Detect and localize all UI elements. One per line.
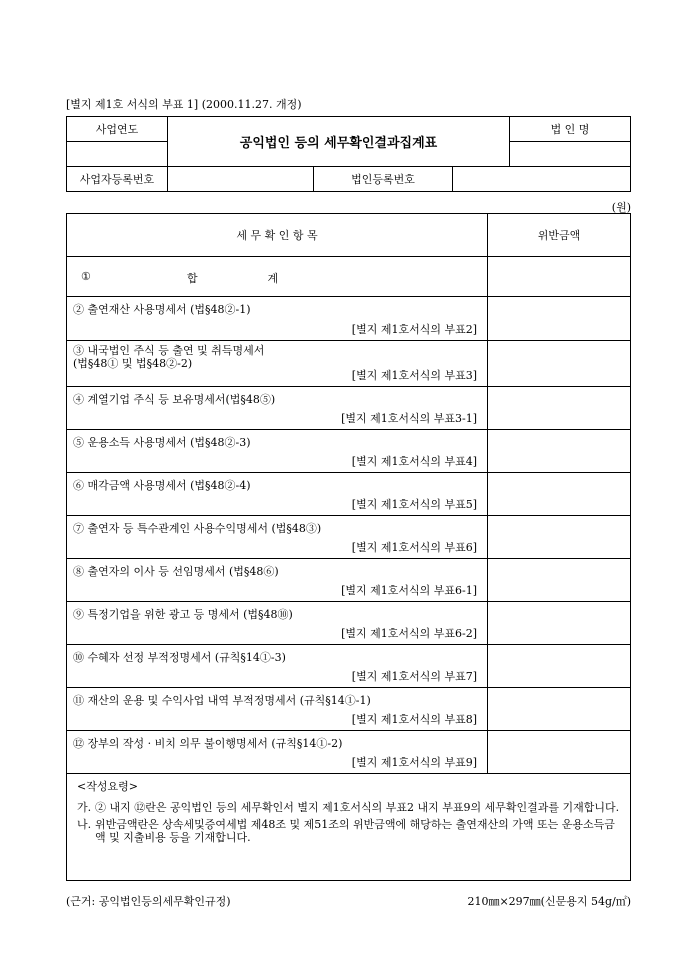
item-cell: [67, 297, 488, 341]
amount-cell[interactable]: [488, 645, 631, 688]
amount-cell[interactable]: [488, 297, 631, 341]
table-row: [67, 430, 631, 473]
amount-cell[interactable]: [488, 731, 631, 774]
amount-cell[interactable]: [488, 430, 631, 473]
unit-label: (원): [611, 201, 631, 214]
item-name: ⑦ 출연자 등 특수관계인 사용수익명세서 (법§48③): [73, 522, 322, 535]
note-text: ② 내지 ⑫란은 공익법인 등의 세무확인서 별지 제1호서식의 부표2 내지 부표9의 세무확인결과를 기재합니다.: [95, 801, 620, 814]
item-name: ⑥ 매각금액 사용명세서 (법§48②-4): [73, 479, 251, 492]
item-ref: [별지 제1호서식의 부표9]: [351, 756, 477, 769]
item-cell: [67, 473, 488, 516]
biz-reg-no-value[interactable]: [168, 167, 314, 192]
item-cell: [67, 602, 488, 645]
table-row: [67, 341, 631, 387]
amount-cell[interactable]: [488, 559, 631, 602]
item-ref: [별지 제1호서식의 부표2]: [351, 323, 477, 336]
footer-paper-size: 210㎜×297㎜(신문용지 54g/㎡): [467, 895, 631, 908]
item-ref: [별지 제1호서식의 부표6-2]: [341, 627, 477, 640]
notes-title: <작성요령>: [77, 780, 138, 793]
item-cell: [67, 559, 488, 602]
table-row: [67, 645, 631, 688]
total-text: 합 계: [187, 272, 279, 285]
item-name: ⑧ 출연자의 이사 등 선임명세서 (법§48⑥): [73, 565, 279, 578]
item-ref: [별지 제1호서식의 부표5]: [351, 498, 477, 511]
note-mark: 가.: [77, 801, 92, 814]
table-row: [67, 688, 631, 731]
item-name: ③ 내국법인 주식 등 출연 및 취득명세서 (법§48① 및 법§48②-2): [73, 344, 265, 370]
item-name: ⑩ 수혜자 선정 부적정명세서 (규칙§14①-3): [73, 651, 286, 664]
item-name: ⑨ 특정기업을 위한 광고 등 명세서 (법§48⑩): [73, 608, 293, 621]
note-text: 위반금액란은 상속세및증여세법 제48조 및 제51조의 위반금액에 해당하는 출연재산의 가액 또는 운용소득금액 및 지출비용 등을 기재합니다.: [95, 818, 615, 844]
corp-name-value[interactable]: [510, 142, 631, 167]
col-header-amount: 위반금액: [488, 214, 631, 257]
item-cell: [67, 645, 488, 688]
amount-cell[interactable]: [488, 341, 631, 387]
business-year-label: 사업연도: [67, 117, 168, 142]
notes-section: [67, 774, 631, 881]
amount-cell[interactable]: [488, 688, 631, 731]
item-ref: [별지 제1호서식의 부표8]: [351, 713, 477, 726]
table-row: [67, 731, 631, 774]
item-ref: [별지 제1호서식의 부표6-1]: [341, 584, 477, 597]
item-cell: [67, 341, 488, 387]
item-ref: [별지 제1호서식의 부표7]: [351, 670, 477, 683]
item-name: ⑪ 재산의 운용 및 수익사업 내역 부적정명세서 (규칙§14①-1): [73, 694, 371, 707]
amount-cell[interactable]: [488, 516, 631, 559]
corp-reg-no-label: 법인등록번호: [314, 167, 453, 192]
item-ref: [별지 제1호서식의 부표4]: [351, 455, 477, 468]
table-row: [67, 516, 631, 559]
table-row: [67, 559, 631, 602]
form-caption: [별지 제1호 서식의 부표 1] (2000.11.27. 개정): [66, 98, 302, 111]
item-name: ⑫ 장부의 작성 · 비치 의무 불이행명세서 (규칙§14①-2): [73, 737, 343, 750]
table-row: [67, 387, 631, 430]
footer-basis: (근거: 공익법인등의세무확인규정): [66, 895, 231, 908]
form-title: 공익법인 등의 세무확인결과집계표: [168, 117, 510, 167]
total-label: [67, 257, 488, 297]
total-number: ①: [81, 270, 91, 283]
item-ref: [별지 제1호서식의 부표3]: [351, 369, 477, 382]
item-name: ④ 계열기업 주식 등 보유명세서(법§48⑤): [73, 393, 276, 406]
amount-cell[interactable]: [488, 473, 631, 516]
amount-cell[interactable]: [488, 602, 631, 645]
note-mark: 나.: [77, 818, 92, 831]
audit-summary-table: [66, 213, 631, 881]
amount-cell[interactable]: [488, 387, 631, 430]
item-cell: [67, 688, 488, 731]
table-row: [67, 602, 631, 645]
item-cell: [67, 516, 488, 559]
corp-reg-no-value[interactable]: [453, 167, 631, 192]
item-name: ② 출연재산 사용명세서 (법§48②-1): [73, 303, 251, 316]
corp-name-label: 법 인 명: [510, 117, 631, 142]
table-row: [67, 473, 631, 516]
item-cell: [67, 387, 488, 430]
notes-row: [67, 774, 631, 881]
total-row: [67, 257, 631, 297]
item-cell: [67, 430, 488, 473]
item-ref: [별지 제1호서식의 부표3-1]: [341, 412, 477, 425]
item-ref: [별지 제1호서식의 부표6]: [351, 541, 477, 554]
business-year-value[interactable]: [67, 142, 168, 167]
col-header-items: 세 무 확 인 항 목: [67, 214, 488, 257]
total-amount[interactable]: [488, 257, 631, 297]
note-item: [77, 801, 620, 814]
table-row: [67, 297, 631, 341]
note-item: [77, 818, 620, 844]
biz-reg-no-label: 사업자등록번호: [67, 167, 168, 192]
item-cell: [67, 731, 488, 774]
item-name: ⑤ 운용소득 사용명세서 (법§48②-3): [73, 436, 251, 449]
header-table: [66, 116, 631, 192]
